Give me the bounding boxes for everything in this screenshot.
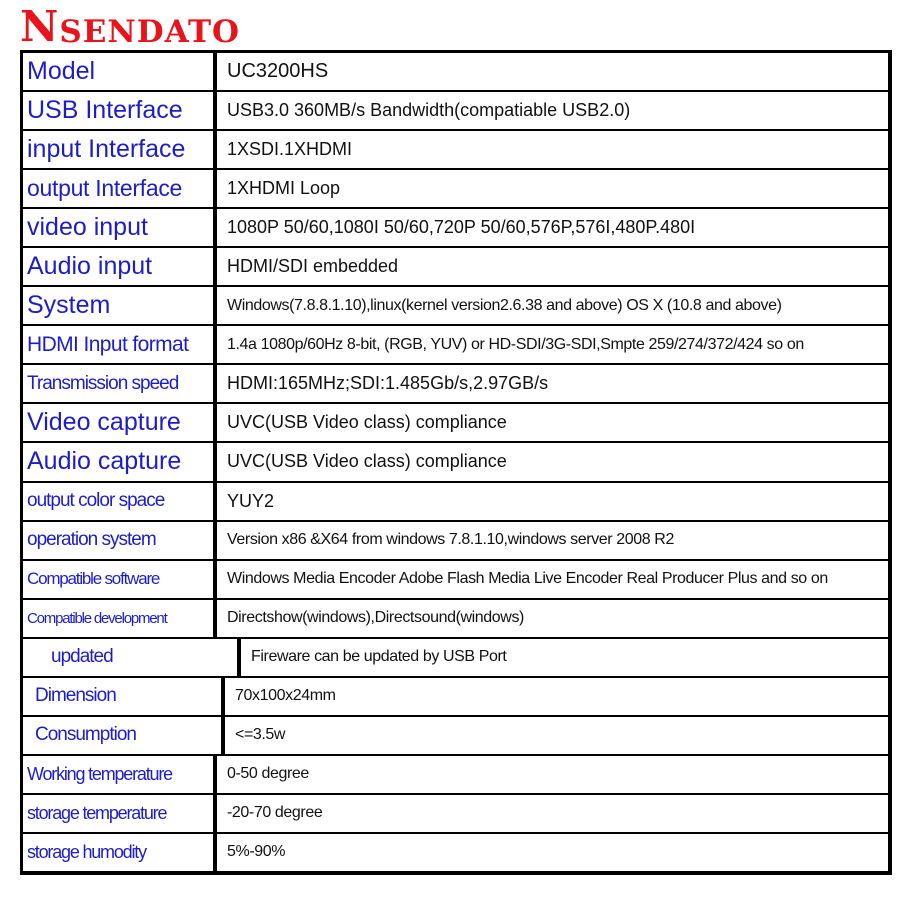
spec-value: YUY2: [227, 490, 275, 511]
spec-value: UC3200HS: [227, 60, 329, 83]
spec-value: UVC(USB Video class) compliance: [227, 412, 507, 433]
spec-label: Compatible software: [23, 561, 217, 598]
spec-row-compatible-software: [23, 559, 888, 598]
spec-label: storage humodity: [23, 834, 217, 871]
spec-row-compatible-development: [23, 598, 888, 637]
spec-label: Dimension: [23, 678, 225, 715]
spec-value: -20-70 degree: [227, 804, 323, 822]
spec-label: USB Interface: [23, 92, 217, 129]
spec-label: output color space: [23, 483, 217, 520]
spec-label: operation system: [23, 522, 217, 559]
spec-label: video input: [23, 209, 217, 246]
spec-row-system: [23, 285, 888, 324]
spec-table: [20, 50, 892, 875]
spec-label: Audio capture: [23, 443, 217, 480]
spec-value: HDMI:165MHz;SDI:1.485Gb/s,2.97GB/s: [227, 373, 549, 394]
spec-label: Consumption: [23, 717, 225, 754]
spec-value: Windows Media Encoder Adobe Flash Media Live Encoder Real Producer Plus and so on: [227, 570, 828, 588]
spec-value: 1.4a 1080p/60Hz 8-bit, (RGB, YUV) or HD-SDI/3G-SDI,Smpte 259/274/372/424 so on: [227, 335, 804, 353]
spec-value: <=3.5w: [235, 726, 286, 744]
spec-value: UVC(USB Video class) compliance: [227, 451, 507, 472]
spec-row-storage-temperature: [23, 793, 888, 832]
spec-label: Model: [23, 53, 217, 90]
spec-value: 5%-90%: [227, 843, 286, 861]
brand-initial: N: [20, 2, 60, 51]
spec-value: 1XSDI.1XHDMI: [227, 139, 353, 160]
spec-value: Fireware can be updated by USB Port: [251, 648, 507, 666]
spec-value: USB3.0 360MB/s Bandwidth(compatiable USB2.0): [227, 100, 631, 121]
spec-row-audio-capture: [23, 441, 888, 480]
spec-label: Transmission speed: [23, 365, 217, 402]
spec-value: 0-50 degree: [227, 765, 309, 783]
spec-value: 1XHDMI Loop: [227, 178, 341, 199]
spec-label: HDMI Input format: [23, 326, 217, 363]
spec-row-model: [23, 53, 888, 90]
spec-label: storage temperature: [23, 795, 217, 832]
spec-value: 70x100x24mm: [235, 687, 336, 705]
spec-row-operation-system: [23, 520, 888, 559]
spec-row-video-capture: [23, 402, 888, 441]
spec-label: output Interface: [23, 170, 217, 207]
spec-value: 1080P 50/60,1080I 50/60,720P 50/60,576P,576I,480P.480I: [227, 217, 696, 238]
spec-row-output-color-space: [23, 481, 888, 520]
spec-row-consumption: [23, 715, 888, 754]
spec-label: System: [23, 287, 217, 324]
spec-row-usb-interface: [23, 90, 888, 129]
spec-label: Working temperature: [23, 756, 217, 793]
spec-label: input Interface: [23, 131, 217, 168]
spec-label: Video capture: [23, 404, 217, 441]
brand-rest: SENDATO: [59, 14, 241, 50]
spec-label: Compatible development: [23, 600, 217, 637]
spec-row-updated: [23, 637, 888, 676]
spec-row-audio-input: [23, 246, 888, 285]
spec-value: Version x86 &X64 from windows 7.8.1.10,windows server 2008 R2: [227, 531, 674, 549]
spec-row-video-input: [23, 207, 888, 246]
spec-row-input-interface: [23, 129, 888, 168]
spec-row-working-temperature: [23, 754, 888, 793]
spec-row-dimension: [23, 676, 888, 715]
spec-row-output-interface: [23, 168, 888, 207]
spec-label: updated: [23, 639, 241, 676]
spec-value: Windows(7.8.8.1.10),linux(kernel version2.6.38 and above) OS X (10.8 and above): [227, 296, 782, 314]
spec-value: Directshow(windows),Directsound(windows): [227, 609, 524, 627]
spec-value: HDMI/SDI embedded: [227, 256, 399, 277]
spec-row-storage-humodity: [23, 832, 888, 871]
spec-label: Audio input: [23, 248, 217, 285]
spec-row-transmission-speed: [23, 363, 888, 402]
spec-row-hdmi-input-format: [23, 324, 888, 363]
brand-logo: [20, 2, 241, 51]
